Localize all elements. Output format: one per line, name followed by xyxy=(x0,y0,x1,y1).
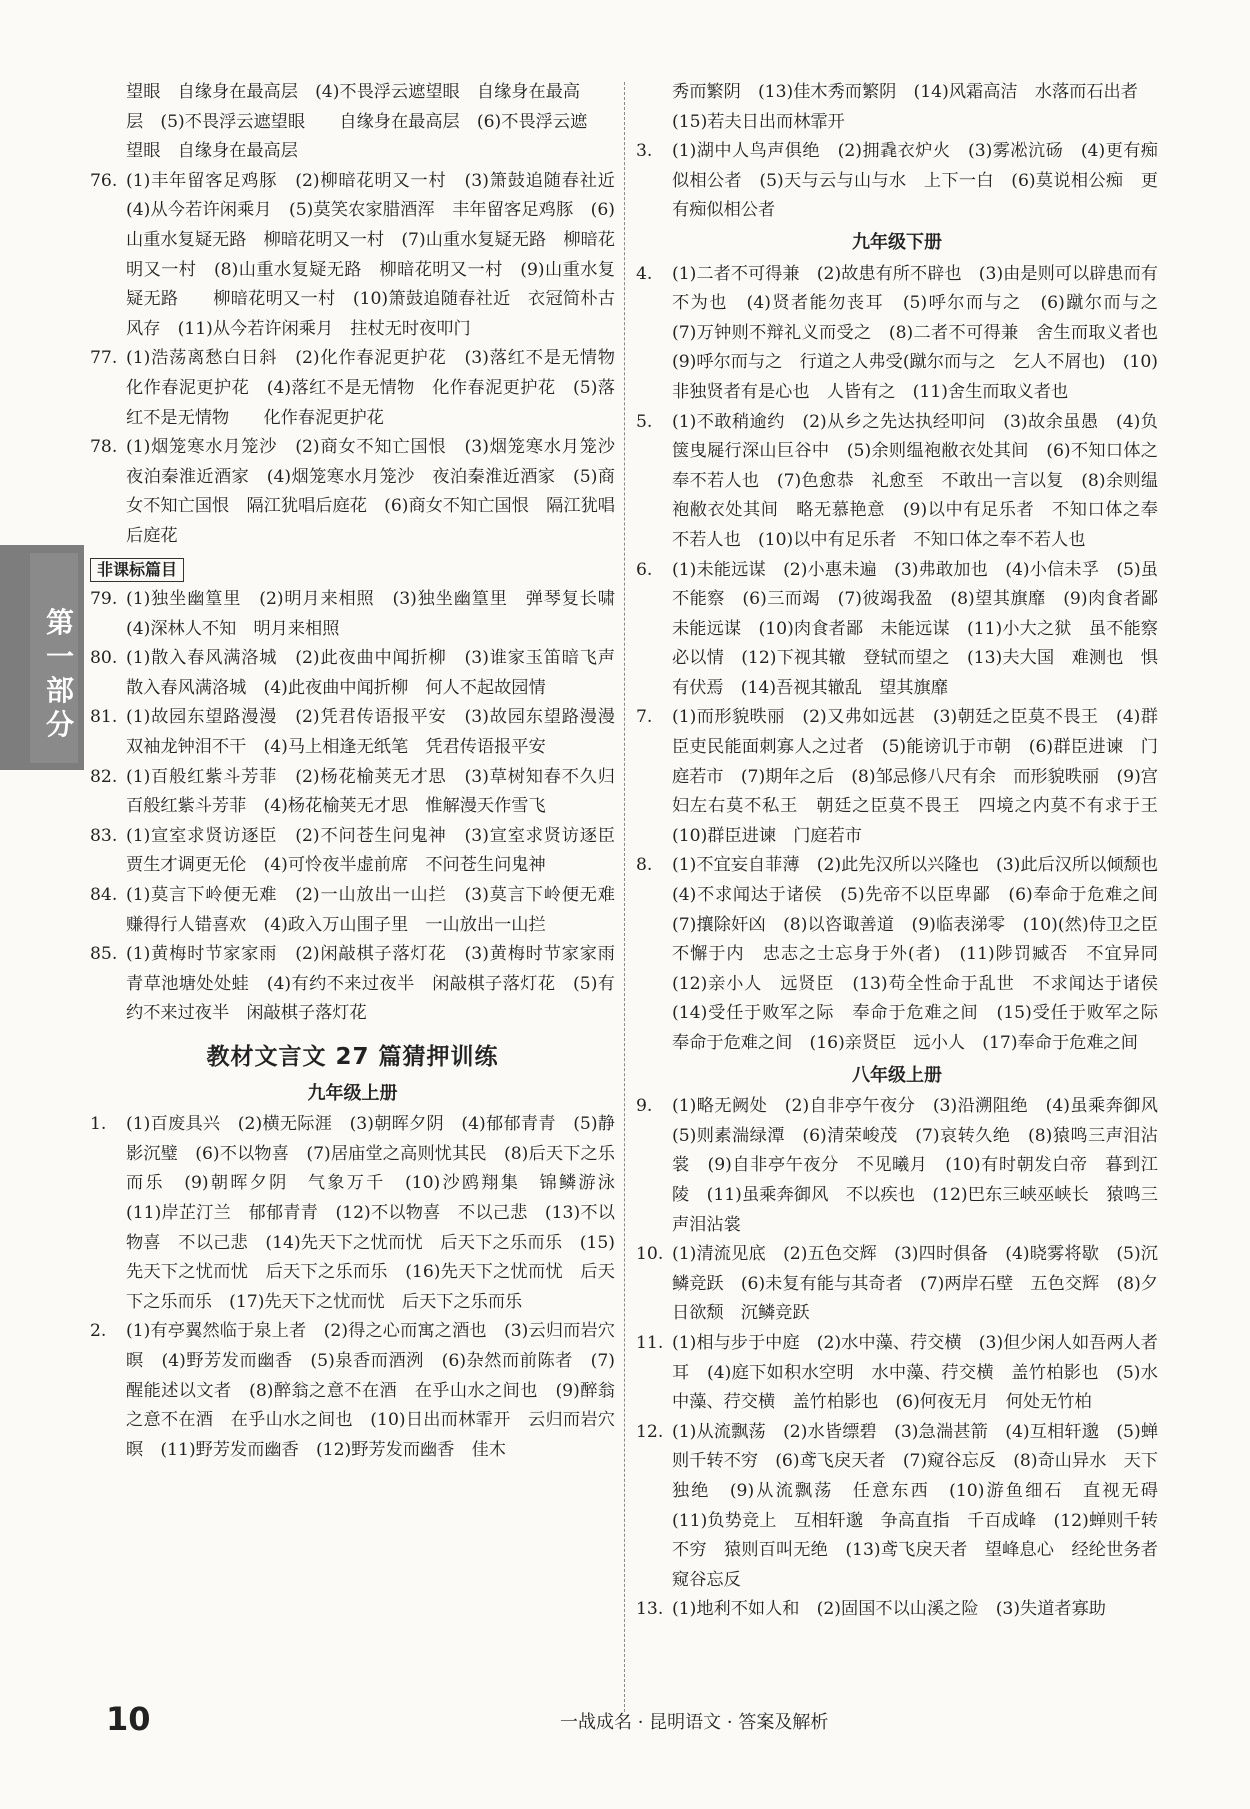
item-answer-text: (1)二者不可得兼 (2)故患有所不辟也 (3)由是则可以辟患而有不为也 (4)贤者能勿丧耳 (5)呼尔而与之 (6)蹴尔而与之 (7)万钟则不辩礼义而受之 (8)二者不可得兼 舍生而取义者也 (9)呼尔而与之 行道之人弗受(蹴尔而与之 乞人不屑也) (10)非独贤者有是心也 人皆有之 (11)舍生而取义者也 xyxy=(672,263,1176,402)
answer-item xyxy=(90,344,633,433)
item-answer-text: (1)湖中人鸟声俱绝 (2)拥毳衣炉火 (3)雾凇沆砀 (4)更有痴似相公者 (5)天与云与山与水 上下一白 (6)莫说相公痴 更有痴似相公者 xyxy=(672,141,1158,221)
item-answer-text: (1)浩荡离愁白日斜 (2)化作春泥更护花 (3)落红不是无情物 化作春泥更护花 (4)落红不是无情物 化作春泥更护花 (5)落红不是无情物 化作春泥更护花 xyxy=(126,348,633,428)
answer-item xyxy=(636,1595,1158,1625)
continuation-line: 望眼 自缘身在最高层 xyxy=(126,141,298,162)
answer-item xyxy=(636,1092,1176,1240)
answer-item xyxy=(90,822,633,881)
answer-item xyxy=(90,1110,633,1317)
item-answer-text: (1)莫言下岭便无难 (2)一山放出一山拦 (3)莫言下岭便无难 赚得行人错喜欢 (4)政入万山围子里 一山放出一山拦 xyxy=(126,885,633,935)
grade-title-grade8-vol1: 八年级上册 xyxy=(852,1064,942,1086)
section-title: 教材文言文 27 篇猜押训练 xyxy=(206,1044,499,1070)
item-number: 11. xyxy=(636,1332,664,1353)
answer-item xyxy=(90,881,633,940)
item-number: 1. xyxy=(90,1114,107,1135)
item-answer-text: (1)故园东望路漫漫 (2)凭君传语报平安 (3)故园东望路漫漫 双袖龙钟泪不干 (4)马上相逢无纸笔 凭君传语报平安 xyxy=(126,707,633,758)
answer-item xyxy=(90,763,633,822)
answer-item xyxy=(636,408,1158,556)
item-answer-text: (1)不敢稍逾约 (2)从乡之先达执经叩问 (3)故余虽愚 (4)负箧曳屣行深山巨谷中 (5)余则缊袍敝衣处其间 (6)不知口体之奉不若人也 (7)色愈恭 礼愈至 不敢出一言以复 (8)余则缊袍敝衣处其间 略无慕艳意 (9)以中有足乐者 不知口体之奉不若人也 (10)以中有足乐者 不知口体之奉不若人也 xyxy=(672,411,1158,550)
answer-item xyxy=(636,137,1158,226)
left-column xyxy=(90,78,633,1465)
item-number: 85. xyxy=(90,944,118,965)
answer-item xyxy=(90,703,633,762)
item-number: 4. xyxy=(636,263,653,284)
item-answer-text: (1)有亭翼然临于泉上者 (2)得之心而寓之酒也 (3)云归而岩穴暝 (4)野芳发而幽香 (5)泉香而酒洌 (6)杂然而前陈者 (7)醒能述以文者 (8)醉翁之意不在酒 在乎山水之间也 (9)醉翁之意不在酒 在乎山水之间也 (10)日出而林霏开 云归而岩穴暝 (11)野芳发而幽香 (12)野芳发而幽香 佳木 xyxy=(126,1321,615,1460)
column-divider xyxy=(624,82,625,1712)
answer-item xyxy=(636,556,1176,704)
left-items-group-c xyxy=(90,1110,633,1465)
left-lead-lines xyxy=(90,78,615,167)
item-answer-text: (1)相与步于中庭 (2)水中藻、荇交横 (3)但少闲人如吾两人者耳 (4)庭下如积水空明 水中藻、荇交横 盖竹柏影也 (5)水中藻、荇交横 盖竹柏影也 (6)何夜无月 何处无竹柏 xyxy=(672,1332,1158,1413)
item-answer-text: (1)百般红紫斗芳菲 (2)杨花榆荚无才思 (3)草树知春不久归 百般红紫斗芳菲 (4)杨花榆荚无才思 惟解漫天作雪飞 xyxy=(126,766,633,817)
answer-item xyxy=(90,167,633,345)
item-number: 3. xyxy=(636,141,653,162)
answer-item xyxy=(90,940,633,1029)
item-number: 5. xyxy=(636,411,653,432)
item-answer-text: (1)地利不如人和 (2)固国不以山溪之险 (3)失道者寡助 xyxy=(672,1599,1106,1620)
page-number: 10 xyxy=(106,1700,151,1738)
item-answer-text: (1)独坐幽篁里 (2)明月来相照 (3)独坐幽篁里 弹琴复长啸 (4)深林人不知 明月来相照 xyxy=(126,589,633,639)
footer-text: 一战成名 · 昆明语文 · 答案及解析 xyxy=(560,1712,829,1733)
answer-item xyxy=(636,260,1176,408)
item-number: 2. xyxy=(90,1321,107,1342)
item-number: 8. xyxy=(636,855,653,876)
grade-title-grade9-vol2: 九年级下册 xyxy=(852,231,942,253)
item-number: 13. xyxy=(636,1599,664,1620)
answer-item xyxy=(90,585,633,644)
item-answer-text: (1)散入春风满洛城 (2)此夜曲中闻折柳 (3)谁家玉笛暗飞声 散入春风满洛城 (4)此夜曲中闻折柳 何人不起故园情 xyxy=(126,648,633,698)
answer-item xyxy=(636,851,1176,1058)
item-answer-text: (1)而形貌昳丽 (2)又弗如远甚 (3)朝廷之臣莫不畏王 (4)群臣吏民能面刺寡人之过者 (5)能谤讥于市朝 (6)群臣进谏 门庭若市 (7)期年之后 (8)邹忌修八尺有余 而形貌昳丽 (9)宫妇左右莫不私王 朝廷之臣莫不畏王 四境之内莫不有求于王 (10)群臣进谏 门庭若市 xyxy=(672,707,1176,846)
answer-item xyxy=(636,1329,1158,1418)
item-answer-text: (1)百废具兴 (2)横无际涯 (3)朝晖夕阴 (4)郁郁青青 (5)静影沉璧 (6)不以物喜 (7)居庙堂之高则忧其民 (8)后天下之乐而乐 (9)朝晖夕阴 气象万千 (10)沙鸥翔集 锦鳞游泳 (11)岸芷汀兰 郁郁青青 (12)不以物喜 不以己悲 (13)不以物喜 不以己悲 (14)先天下之忧而忧 后天下之乐而乐 (15)先天下之忧而忧 后天下之乐而乐 (16)先天下之忧而忧 后天下之乐而乐 (17)先天下之忧而忧 后天下之乐而乐 xyxy=(126,1114,633,1312)
item-number: 77. xyxy=(90,348,118,369)
item-answer-text: (1)略无阙处 (2)自非亭午夜分 (3)沿溯阻绝 (4)虽乘奔御风 (5)则素湍绿潭 (6)清荣峻茂 (7)哀转久绝 (8)猿鸣三声泪沾裳 (9)自非亭午夜分 不见曦月 (10)有时朝发白帝 暮到江陵 (11)虽乘奔御风 不以疾也 (12)巴东三峡巫峡长 猿鸣三声泪沾裳 xyxy=(672,1096,1176,1235)
item-number: 76. xyxy=(90,170,118,191)
non-curriculum-label: 非课标篇目 xyxy=(90,558,184,582)
item-answer-text: (1)烟笼寒水月笼沙 (2)商女不知亡国恨 (3)烟笼寒水月笼沙 夜泊秦淮近酒家 (4)烟笼寒水月笼沙 夜泊秦淮近酒家 (5)商女不知亡国恨 隔江犹唱后庭花 (6)商女不知亡国恨 隔江犹唱后庭花 xyxy=(126,437,633,546)
item-number: 80. xyxy=(90,648,118,669)
answer-item xyxy=(636,703,1176,851)
left-items-group-b xyxy=(90,585,633,1029)
right-items-group-b xyxy=(636,260,1176,1059)
grade-title-grade9-vol1: 九年级上册 xyxy=(307,1082,398,1104)
item-number: 78. xyxy=(90,437,118,458)
continuation-line: (15)若夫日出而林霏开 xyxy=(672,111,845,132)
right-lead-lines xyxy=(636,78,1158,137)
right-items-group-a xyxy=(636,137,1158,226)
item-answer-text: (1)从流飘荡 (2)水皆缥碧 (3)急湍甚箭 (4)互相轩邈 (5)蝉则千转不穷 (6)鸢飞戾天者 (7)窥谷忘反 (8)奇山异水 天下独绝 (9)从流飘荡 任意东西 (10)游鱼细石 直视无碍 (11)负势竞上 互相轩邈 争高直指 千百成峰 (12)蝉则千转不穷 猿则百叫无绝 (13)鸢飞戾天者 望峰息心 经纶世务者 窥谷忘反 xyxy=(672,1421,1176,1590)
left-items-group-a xyxy=(90,167,633,552)
item-number: 10. xyxy=(636,1244,664,1265)
item-number: 6. xyxy=(636,559,653,580)
continuation-line: 秀而繁阴 (13)佳木秀而繁阴 (14)风霜高洁 水落而石出者 xyxy=(672,82,1138,102)
answer-item xyxy=(90,644,633,703)
item-answer-text: (1)未能远谋 (2)小惠未遍 (3)弗敢加也 (4)小信未孚 (5)虽不能察 (6)三而竭 (7)彼竭我盈 (8)望其旗靡 (9)肉食者鄙 未能远谋 (10)肉食者鄙 未能远谋 (11)小大之狱 虽不能察 必以情 (12)下视其辙 登轼而望之 (13)夫大国 难测也 惧有伏焉 (14)吾视其辙乱 望其旗靡 xyxy=(672,559,1176,698)
item-answer-text: (1)丰年留客足鸡豚 (2)柳暗花明又一村 (3)箫鼓追随春社近 (4)从今若许闲乘月 (5)莫笑农家腊酒浑 丰年留客足鸡豚 (6)山重水复疑无路 柳暗花明又一村 (7)山重水复疑无路 柳暗花明又一村 (8)山重水复疑无路 柳暗花明又一村 (9)山重水复疑无路 柳暗花明又一村 (10)箫鼓追随春社近 衣冠简朴古风存 (11)从今若许闲乘月 拄杖无时夜叩门 xyxy=(126,170,633,339)
item-answer-text: (1)不宜妄自菲薄 (2)此先汉所以兴隆也 (3)此后汉所以倾颓也 (4)不求闻达于诸侯 (5)先帝不以臣卑鄙 (6)奉命于危难之间 (7)攘除奸凶 (8)以咨诹善道 (9)临表涕零 (10)(然)侍卫之臣不懈于内 忠志之士忘身于外(者) (11)陟罚臧否 不宜异同 (12)亲小人 远贤臣 (13)苟全性命于乱世 不求闻达于诸侯 (14)受任于败军之际 奉命于危难之间 (15)受任于败军之际 奉命于危难之间 (16)亲贤臣 远小人 (17)奉命于危难之间 xyxy=(672,855,1176,1053)
right-items-group-c xyxy=(636,1092,1176,1625)
item-answer-text: (1)黄梅时节家家雨 (2)闲敲棋子落灯花 (3)黄梅时节家家雨 青草池塘处处蛙 (4)有约不来过夜半 闲敲棋子落灯花 (5)有约不来过夜半 闲敲棋子落灯花 xyxy=(126,944,633,1024)
item-number: 83. xyxy=(90,825,118,846)
continuation-line: 望眼 自缘身在最高层 (4)不畏浮云遮望眼 自缘身在最高 xyxy=(126,82,581,102)
item-number: 79. xyxy=(90,589,118,610)
item-number: 7. xyxy=(636,707,653,728)
answer-item xyxy=(90,433,633,551)
item-number: 82. xyxy=(90,766,118,787)
answer-item xyxy=(636,1240,1158,1329)
item-number: 84. xyxy=(90,885,118,906)
item-answer-text: (1)清流见底 (2)五色交辉 (3)四时俱备 (4)晓雾将歇 (5)沉鳞竞跃 (6)未复有能与其奇者 (7)两岸石壁 五色交辉 (8)夕日欲颓 沉鳞竞跃 xyxy=(672,1244,1158,1324)
item-answer-text: (1)宣室求贤访逐臣 (2)不问苍生问鬼神 (3)宣室求贤访逐臣 贾生才调更无伦 (4)可怜夜半虚前席 不问苍生问鬼神 xyxy=(126,825,633,876)
item-number: 12. xyxy=(636,1421,664,1442)
item-number: 9. xyxy=(636,1096,653,1117)
item-number: 81. xyxy=(90,707,118,728)
answer-item xyxy=(90,1317,615,1465)
answer-item xyxy=(636,1418,1176,1596)
section-tab-label: 第一部分 xyxy=(45,606,74,741)
continuation-line: 层 (5)不畏浮云遮望眼 自缘身在最高层 (6)不畏浮云遮 xyxy=(126,111,588,132)
right-column xyxy=(636,78,1176,1625)
